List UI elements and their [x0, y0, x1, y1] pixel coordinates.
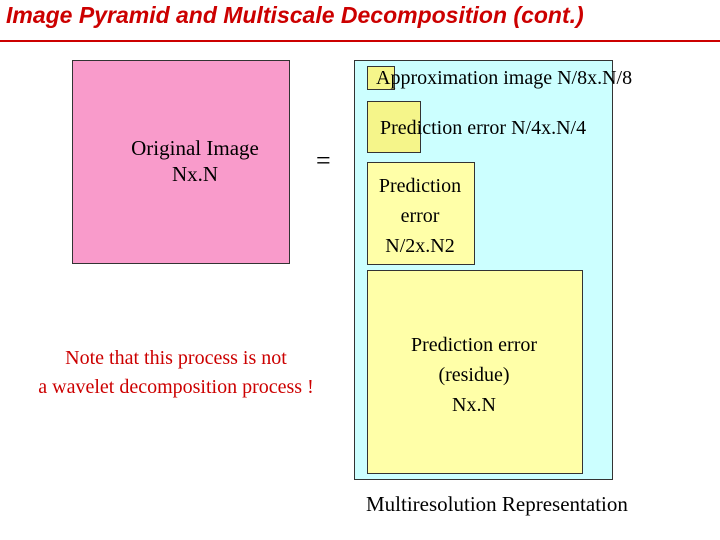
- original-image-label-line2: Nx.N: [171, 162, 219, 186]
- prediction-error-n2-line3: N/2x.N2: [385, 235, 455, 257]
- multiresolution-caption: Multiresolution Representation: [366, 492, 628, 516]
- prediction-error-n-line3: Nx.N: [452, 394, 496, 416]
- note-line2: a wavelet decomposition process !: [38, 376, 314, 398]
- prediction-error-n-line1: Prediction error: [410, 334, 538, 356]
- note-line1: Note that this process is not: [65, 347, 287, 369]
- prediction-error-n2-line1: Prediction: [378, 175, 462, 197]
- title-underline: [0, 40, 720, 42]
- prediction-error-n-label: [367, 330, 581, 420]
- note-text: [4, 344, 348, 402]
- prediction-error-n-line2: (residue): [438, 364, 510, 386]
- approximation-image-label: Approximation image N/8x.N/8: [376, 67, 633, 89]
- equals-sign: =: [316, 146, 331, 175]
- original-image-label: [72, 135, 318, 187]
- original-image-label-line1: Original Image: [131, 136, 259, 160]
- prediction-error-n4-label: Prediction error N/4x.N/4: [380, 117, 587, 139]
- prediction-error-n2-label: [367, 171, 473, 261]
- prediction-error-n2-line2: error: [400, 205, 440, 227]
- slide-title: Image Pyramid and Multiscale Decomposition (cont.): [6, 2, 584, 28]
